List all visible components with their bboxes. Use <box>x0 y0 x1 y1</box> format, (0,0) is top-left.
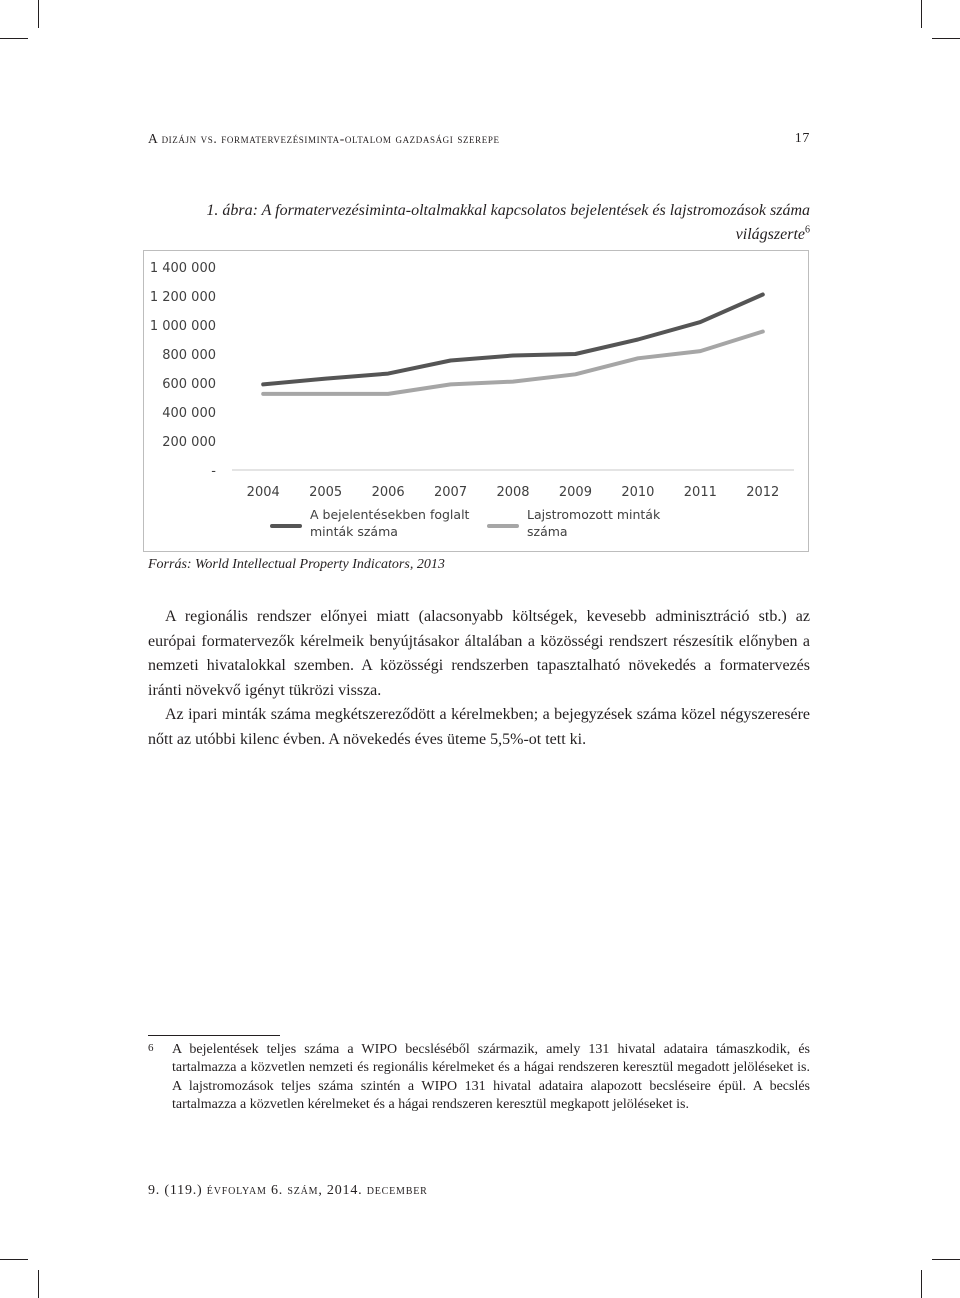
x-tick-label: 2009 <box>558 485 592 500</box>
crop-mark <box>38 0 39 28</box>
crop-mark <box>921 1270 922 1298</box>
running-head-title: A dizájn vs. formatervezésiminta-oltalom gazdasági szerepe <box>148 131 500 146</box>
x-tick-label: 2004 <box>246 485 280 500</box>
crop-mark <box>932 1259 960 1260</box>
x-tick-label: 2011 <box>683 485 717 500</box>
chart-svg <box>144 251 808 551</box>
figure-caption-text: 1. ábra: A formatervezésiminta-oltalmakkal kapcsolatos bejelentések és lajstromozások száma világszerte <box>206 202 810 243</box>
y-tick-label: 600 000 <box>162 377 216 392</box>
legend-label-2: Lajstromozott minták <box>527 507 661 522</box>
footnote-text: A bejelentések teljes száma a WIPO becsléséből származik, amely 131 hivatal adataira támaszkodik, és tartalmazza a közvetlen nemzeti és regionális kérelmeket és a hágai rendszeren keresztül megadott jelöléseket is. A lajstromozások teljes száma szintén a WIPO 131 hivatal adataira alapozott becsléseire épül. A becslés tartalmazza a közvetlen kérelmeket és a hágai rendszeren keresztül megkapott jelöléseket is. <box>172 1042 810 1112</box>
x-tick-label: 2010 <box>621 485 655 500</box>
x-tick-label: 2005 <box>309 485 343 500</box>
body-paragraph: A regionális rendszer előnyei miatt (alacsonyabb költségek, kevesebb adminisztráció stb.) az európai formatervezők kérelmeik benyújtásakor általában a közösségi rendszert részesítik előnyben a nemzeti hivatalokkal szemben. A közösségi rendszerben tapasztalható növekedés a formatervezés iránti növekvő igényt tükrözi vissza. <box>148 608 810 699</box>
x-tick-label: 2008 <box>496 485 530 500</box>
x-tick-label: 2007 <box>434 485 468 500</box>
crop-mark <box>0 38 28 39</box>
y-tick-label: 800 000 <box>162 348 216 363</box>
crop-mark <box>0 1259 28 1260</box>
series-line-2 <box>263 332 763 394</box>
y-tick-label: - <box>211 464 216 479</box>
figure-caption <box>148 199 810 247</box>
y-tick-label: 1 000 000 <box>149 319 216 334</box>
legend-label-2: száma <box>527 524 568 539</box>
footnote-ref: 6 <box>805 224 810 236</box>
footnote <box>148 1041 810 1114</box>
body-paragraph: Az ipari minták száma megkétszereződött a kérelmekben; a bejegyzések száma közel négyszeresére nőtt az utóbbi kilenc évben. A növekedés éves üteme 5,5%-ot tett ki. <box>148 706 810 748</box>
figure-source: Forrás: World Intellectual Property Indicators, 2013 <box>148 557 445 572</box>
legend-label-1: minták száma <box>310 524 398 539</box>
y-tick-label: 400 000 <box>162 406 216 421</box>
legend-label-1: A bejelentésekben foglalt <box>310 507 470 522</box>
y-tick-label: 1 200 000 <box>149 290 216 305</box>
journal-footer: 9. (119.) évfolyam 6. szám, 2014. december <box>148 1183 428 1198</box>
series-line-1 <box>263 295 763 385</box>
crop-mark <box>932 38 960 39</box>
crop-mark <box>921 0 922 28</box>
line-chart <box>143 250 809 552</box>
footnote-number: 6 <box>148 1042 154 1054</box>
body-text <box>148 605 810 752</box>
crop-mark <box>38 1270 39 1298</box>
x-tick-label: 2012 <box>746 485 780 500</box>
y-tick-label: 1 400 000 <box>149 261 216 276</box>
footnote-rule <box>148 1035 280 1036</box>
running-head <box>148 131 810 147</box>
x-tick-label: 2006 <box>371 485 405 500</box>
page-number: 17 <box>794 131 810 146</box>
y-tick-label: 200 000 <box>162 435 216 450</box>
